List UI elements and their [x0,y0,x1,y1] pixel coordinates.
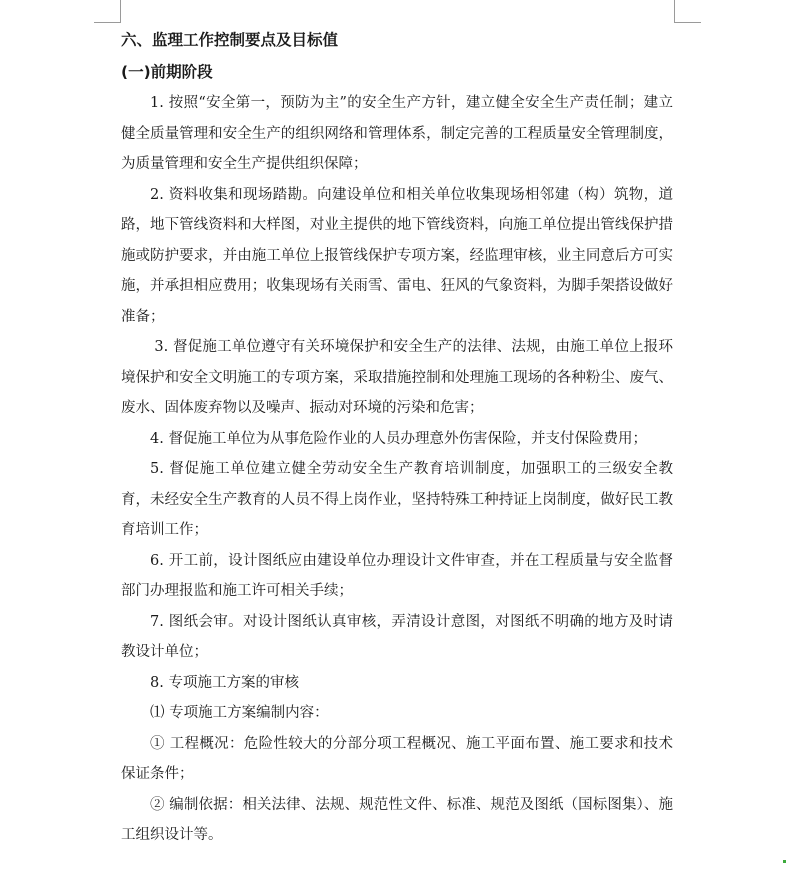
subsection-title: (一)前期阶段 [121,63,213,81]
paragraph-8-1-a: ① 工程概况：危险性较大的分部分项工程概况、施工平面布置、施工要求和技术保证条件； [121,735,673,782]
paragraph-1: 1. 按照“安全第一，预防为主”的安全生产方针，建立健全安全生产责任制；建立健全质量管理和安全生产的组织网络和管理体系，制定完善的工程质量安全管理制度，为质量管理和安全生产提供组织保障； [121,95,673,172]
paragraph-7: 7. 图纸会审。对设计图纸认真审核，弄清设计意图，对图纸不明确的地方及时请教设计单位； [121,613,673,660]
document-body [121,24,673,851]
section-title: 六、监理工作控制要点及目标值 [121,31,339,49]
crop-mark-top-left [94,0,121,23]
paragraph-8-1-b: ② 编制依据：相关法律、法规、规范性文件、标准、规范及图纸（国标图集）、施工组织设计等。 [121,796,673,843]
status-indicator-mark [783,860,786,863]
paragraph-3: 3. 督促施工单位遵守有关环境保护和安全生产的法律、法规，由施工单位上报环境保护和安全文明施工的专项方案，采取措施控制和处理施工现场的各种粉尘、废气、废水、固体废弃物以及噪声、振动对环境的污染和危害； [121,339,673,416]
paragraph-4: 4. 督促施工单位为从事危险作业的人员办理意外伤害保险，并支付保险费用； [150,430,647,447]
crop-mark-top-right [674,0,701,23]
paragraph-8: 8. 专项施工方案的审核 [150,674,299,691]
paragraph-2: 2. 资料收集和现场踏勘。向建设单位和相关单位收集现场相邻建（构）筑物，道路，地下管线资料和大样图，对业主提供的地下管线资料，向施工单位提出管线保护措施或防护要求，并由施工单位上报管线保护专项方案，经监理审核，业主同意后方可实施，并承担相应费用；收集现场有关雨雪、雷电、狂风的气象资料，为脚手架搭设做好准备； [121,186,673,325]
paragraph-8-1: ⑴ 专项施工方案编制内容： [150,705,329,721]
paragraph-6: 6. 开工前，设计图纸应由建设单位办理设计文件审查，并在工程质量与安全监督部门办理报监和施工许可相关手续； [121,552,673,599]
paragraph-5: 5. 督促施工单位建立健全劳动安全生产教育培训制度，加强职工的三级安全教育，未经安全生产教育的人员不得上岗作业，坚持特殊工种持证上岗制度，做好民工教育培训工作； [121,461,673,538]
